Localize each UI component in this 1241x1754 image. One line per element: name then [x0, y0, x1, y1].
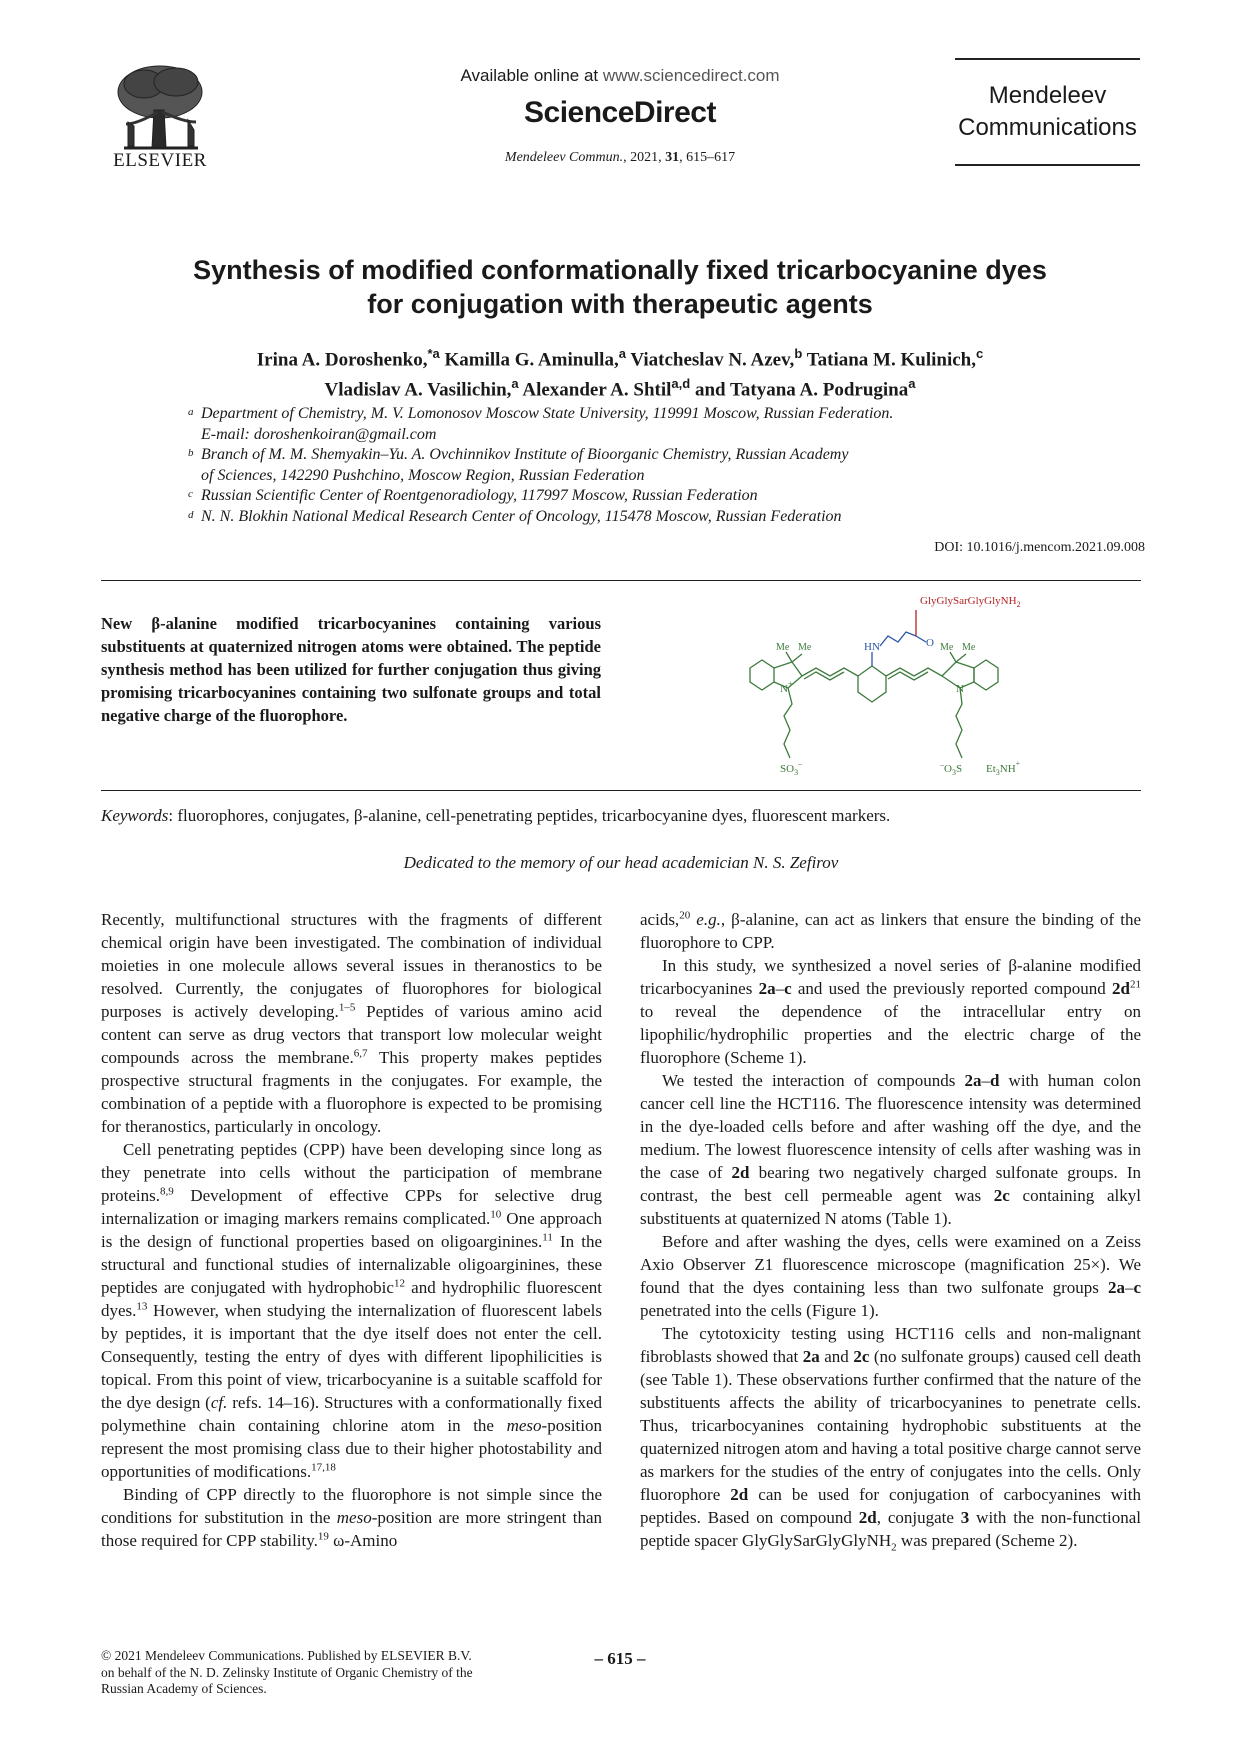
affiliation-item: [188, 404, 1088, 445]
affiliation-mark: b: [188, 447, 194, 459]
reference-marker[interactable]: 8,9: [160, 1185, 174, 1198]
author-affiliation-mark: *a: [427, 346, 440, 361]
body-paragraph: In this study, we synthesized a novel series of β-alanine modified tricarbocyanines 2a–c and used the previously reported compound 2d$^{21}$ to reveal the dependence of the intracellular entry on lipophilic/hydrophilic properties and the electric charge of the fluorophore (Scheme 1).: [640, 956, 1141, 1067]
article-title: [120, 253, 1120, 321]
body-paragraph: The cytotoxicity testing using HCT116 cells and non-malignant fibroblasts showed that 2a and 2c (no sulfonate groups) caused cell death (see Table 1). These observations further confirmed that the nature of the substituents affects the ability of tricarbocyanines to penetrate cells. Thus, tricarbocyanines containing hydrophobic substituents at the quaternized nitrogen atom and having a total positive charge cannot serve as markers for the studies of the entry of conjugates into the cells. Only fluorophore 2d can be used for conjugation of carbocyanines with peptides. Based on compound 2d, conjugate 3 with the non-functional peptide spacer GlyGlySarGlyGlyNH$_2$ was prepared (Scheme 2).: [640, 1324, 1142, 1554]
citation-journal: Mendeleev Commun.: [504, 150, 624, 165]
copyright-line: Russian Academy of Sciences.: [101, 1681, 267, 1696]
author-affiliation-mark: a,d: [671, 376, 691, 392]
author-name: Viatcheslav N. Azev,: [630, 349, 795, 371]
reference-marker[interactable]: 11: [542, 1231, 553, 1244]
author-affiliation-mark: b: [794, 346, 803, 361]
nitrogen-label: N+: [780, 679, 793, 695]
affiliation-email[interactable]: E-mail: doroshenkoiran@gmail.com: [201, 425, 437, 443]
methyl-label: Me: [940, 642, 954, 653]
methyl-label: Me: [776, 642, 790, 653]
body-paragraph: Before and after washing the dyes, cells were examined on a Zeiss Axio Observer Z1 fluorescence microscope (magnification 25×). We found that the dyes containing less than two sulfonate groups 2a–c penetrated into the cells (Figure 1).: [640, 1232, 1141, 1320]
author-affiliation-mark: a: [908, 376, 916, 392]
sulfonate-label-left: $SO_3^-$: [780, 759, 803, 777]
keywords-label: Keywords: [101, 806, 169, 825]
reference-marker[interactable]: 20: [679, 909, 691, 922]
affiliation-item: [188, 445, 1088, 486]
graphical-abstract-structure: [740, 580, 1120, 780]
journal-citation: [400, 150, 840, 166]
availability-line: [400, 66, 840, 86]
body-column-right: [640, 908, 1141, 1552]
affiliation-line: Branch of M. M. Shemyakin–Yu. A. Ovchinnikov Institute of Bioorganic Chemistry, Russian Academy: [201, 446, 849, 463]
body-paragraph: Recently, multifunctional structures with the fragments of different chemical origin have been investigated. The combination of individual moieties in one molecule allows several issues in theranostics to be resolved. Currently, the conjugates of fluorophores for biological purposes is actively developing.$^{1-5}$ Peptides of various amino acid content can serve as drug vectors that transport low molecular weight compounds across the membrane.$^{6,7}$ This property makes peptides prospective structural fragments in the conjugates. For example, the combination of a peptide with a fluorophore is expected to be promising for theranostics, particularly in oncology.: [101, 910, 602, 1136]
author-name: Irina A. Doroshenko,: [256, 349, 428, 371]
body-paragraph: We tested the interaction of compounds 2a–d with human colon cancer cell line the HCT116. The fluorescence intensity was determined in the dye-loaded cells before and after washing off the dye, and the medium. The lowest fluorescence intensity of cells after washing was in the case of 2d bearing two negatively charged sulfonate groups. In contrast, the best cell permeable agent was 2c containing alkyl substituents at quaternized N atoms (Table 1).: [640, 1071, 1142, 1228]
affiliation-mark: d: [188, 508, 194, 521]
journal-title-line2: Communications: [958, 114, 1137, 141]
journal-title-line1: Mendeleev: [988, 82, 1107, 109]
nitrogen-label: N: [956, 683, 964, 695]
reference-marker[interactable]: 21: [1130, 978, 1141, 991]
keywords-text: : fluorophores, conjugates, β-alanine, cell-penetrating peptides, tricarbocyanine dyes, fluorescent markers.: [168, 806, 891, 825]
reference-marker[interactable]: 10: [490, 1208, 502, 1221]
author-list: [120, 342, 1120, 403]
copyright-notice: [101, 1648, 541, 1698]
reference-marker[interactable]: 19: [317, 1530, 329, 1543]
author-line-1: [120, 342, 1120, 372]
citation-volume: 31: [665, 150, 680, 165]
page-number: – 615 –: [594, 1649, 646, 1668]
affiliation-item: [188, 486, 1088, 507]
author-name: Tatiana M. Kulinich,: [806, 349, 976, 371]
peptide-label: GlyGlySarGlyGlyNH$_2$: [920, 595, 1021, 609]
author-line-2: [120, 372, 1120, 402]
affiliation-list: [188, 404, 1088, 527]
body-column-left: [101, 908, 602, 1552]
reference-marker[interactable]: 12: [393, 1277, 405, 1290]
available-online-label: Available online at: [460, 66, 599, 85]
affiliation-line: Department of Chemistry, M. V. Lomonosov Moscow State University, 119991 Moscow, Russian Federation.: [201, 405, 894, 422]
affiliation-line: of Sciences, 142290 Pushchino, Moscow Region, Russian Federation: [201, 466, 645, 484]
citation-year: , 2021,: [623, 150, 666, 165]
copyright-line: © 2021 Mendeleev Communications. Published by ELSEVIER B.V.: [101, 1648, 472, 1663]
counterion-label: $Et_3NH^+$: [986, 759, 1021, 777]
oxygen-label: O: [926, 637, 934, 649]
author-affiliation-mark: a: [511, 376, 519, 392]
sciencedirect-brand: ScienceDirect: [524, 96, 716, 129]
affiliation-line: N. N. Blokhin National Medical Research Center of Oncology, 115478 Moscow, Russian Federation: [201, 507, 842, 525]
author-name: Alexander A. Shtil: [522, 379, 672, 401]
doi-link[interactable]: DOI: 10.1016/j.mencom.2021.09.008: [934, 540, 1145, 555]
body-paragraph: Cell penetrating peptides (CPP) have been developing since long as they penetrate into cells without the participation of membrane proteins.$^{8,9}$ Development of effective CPPs for selective drug internalization or imaging markers remains complicated.$^{10}$ One approach is the design of functional properties based on oligoarginines.$^{11}$ In the structural and functional studies of internalizable oligoarginines, these peptides are conjugated with hydrophobic$^{12}$ and hydrophilic fluorescent dyes.$^{13}$ However, when studying the internalization of fluorescent labels by peptides, it is important that the dye itself does not enter the cell. Consequently, testing the entry of dyes with different lipophilicities is topical. From this point of view, tricarbocyanine is a suitable scaffold for the dye design (cf. refs. 14–16). Structures with a conformationally fixed polymethine chain containing chlorine atom in the meso-position represent the most promising class due to their higher photostability and opportunities of modifications.$^{17,18}$: [101, 1140, 602, 1481]
citation-pages: , 615–617: [679, 150, 736, 165]
reference-marker[interactable]: 17,18: [311, 1461, 336, 1474]
affiliation-line: Russian Scientific Center of Roentgenoradiology, 117997 Moscow, Russian Federation: [201, 487, 758, 504]
copyright-line: on behalf of the N. D. Zelinsky Institute of Organic Chemistry of the: [101, 1664, 473, 1680]
article-title-line2: for conjugation with therapeutic agents: [367, 289, 873, 319]
methyl-label: Me: [798, 642, 812, 653]
affiliation-mark: c: [188, 488, 193, 500]
sulfonate-label-right: $^-O_3S$: [940, 760, 963, 777]
author-name: Kamilla G. Aminulla,: [444, 349, 619, 371]
dedication: Dedicated to the memory of our head academician N. S. Zefirov: [403, 853, 839, 872]
sciencedirect-link[interactable]: www.sciencedirect.com: [602, 66, 780, 85]
affiliation-mark: a: [188, 406, 194, 418]
graphical-abstract-text: New β-alanine modified tricarbocyanines containing various substituents at quaternized nitrogen atoms were obtained. The peptide synthesis method has been utilized for further conjugation thus giving promising tricarbocyanines containing two sulfonate groups and total negative charge of the fluorophore.: [101, 614, 601, 725]
affiliation-item: [188, 507, 1088, 528]
reference-marker[interactable]: 1–5: [338, 1001, 356, 1014]
author-affiliation-mark: a: [618, 346, 626, 361]
keywords-line: [101, 806, 1141, 826]
nh-label: HN: [864, 641, 880, 653]
divider-bottom: [101, 790, 1141, 791]
journal-title-box: [955, 58, 1140, 166]
methyl-label: Me: [962, 642, 976, 653]
reference-marker[interactable]: 13: [136, 1300, 148, 1313]
body-paragraph: acids,$^{20}$ e.g., β-alanine, can act as linkers that ensure the binding of the fluorophore to CPP.: [640, 909, 1142, 952]
author-affiliation-mark: c: [975, 346, 984, 361]
publisher-name: ELSEVIER: [113, 150, 207, 171]
author-name: and Tatyana A. Podrugina: [694, 379, 909, 401]
author-name: Vladislav A. Vasilichin,: [324, 379, 512, 401]
body-paragraph: Binding of CPP directly to the fluorophore is not simple since the conditions for substitution in the meso-position are more stringent than those required for CPP stability.$^{19}$ ω-Amino: [101, 1485, 602, 1550]
reference-marker[interactable]: 6,7: [353, 1047, 368, 1060]
article-title-line1: Synthesis of modified conformationally fixed tricarbocyanine dyes: [193, 255, 1047, 285]
